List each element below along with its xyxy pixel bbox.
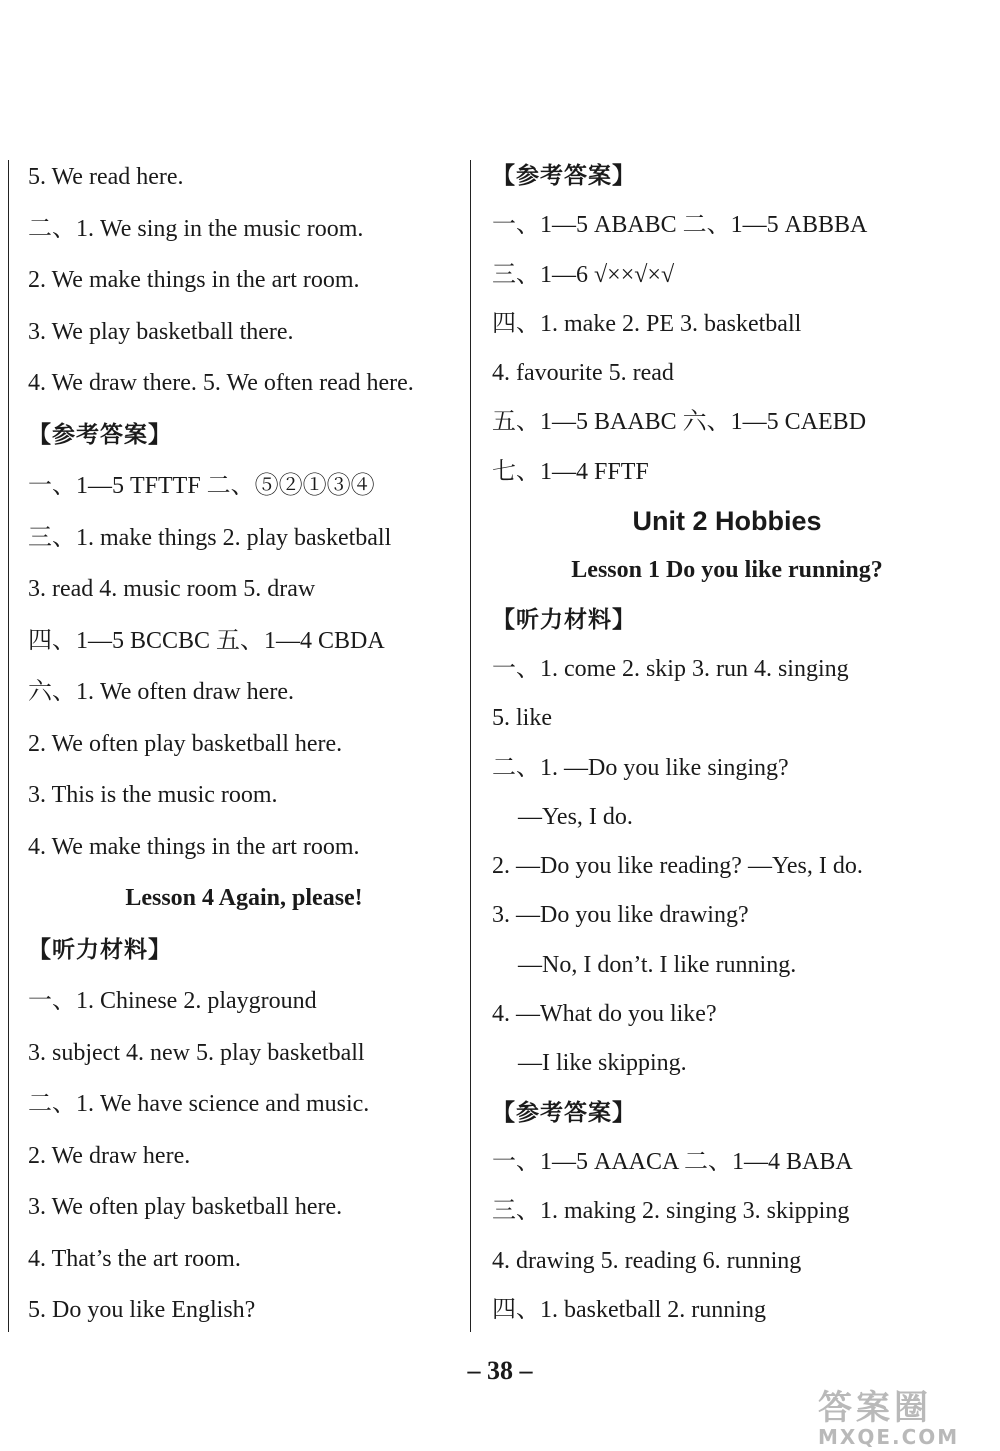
answer-line: 3. We often play basketball here. [28, 1194, 343, 1220]
answer-line: 4. That’s the art room. [28, 1245, 241, 1272]
answer-line: 2. We draw here. [28, 1142, 191, 1169]
answer-line: 2. We make things in the art room. [28, 267, 360, 293]
answer-line: —I like skipping. [518, 1050, 687, 1077]
answer-line: 4. drawing 5. reading 6. running [492, 1247, 802, 1274]
answer-line: 一、1. Chinese 2. playground [28, 988, 317, 1014]
watermark-logo [818, 1390, 988, 1448]
answer-line: 二、1. —Do you like singing? [492, 754, 789, 781]
answer-line: 3. This is the music room. [28, 782, 278, 808]
section-heading: 【听力材料】 [28, 936, 172, 963]
answer-line: 七、1—4 FFTF [492, 458, 649, 485]
answer-line: 2. —Do you like reading? —Yes, I do. [492, 853, 863, 880]
answer-line: 一、1—5 ABABC 二、1—5 ABBBA [492, 212, 868, 239]
lesson-title: Lesson 4 Again, please! [125, 885, 363, 911]
section-heading: 【参考答案】 [492, 1099, 636, 1126]
section-heading: 【参考答案】 [492, 163, 636, 189]
lesson-title: Lesson 1 Do you like running? [571, 557, 883, 584]
right-column [492, 152, 962, 1335]
answer-line: 5. We read here. [28, 164, 184, 190]
answer-line: 3. —Do you like drawing? [492, 902, 749, 929]
answer-line: 二、1. We sing in the music room. [28, 215, 364, 242]
answer-line: 四、1. make 2. PE 3. basketball [492, 310, 802, 337]
answer-line: 3. subject 4. new 5. play basketball [28, 1039, 365, 1066]
answer-line: 四、1. basketball 2. running [492, 1296, 766, 1323]
left-margin-rule [8, 160, 9, 1332]
answer-line: 一、1—5 AAACA 二、1—4 BABA [492, 1148, 853, 1175]
column-divider [470, 160, 471, 1332]
answer-line: 三、1. making 2. singing 3. skipping [492, 1198, 850, 1225]
page-number: – 38 – [467, 1356, 533, 1385]
left-column [28, 152, 460, 1337]
section-heading: 【参考答案】 [28, 421, 172, 448]
answer-line: 4. We draw there. 5. We often read here. [28, 370, 414, 396]
answer-line: 5. Do you like English? [28, 1297, 256, 1323]
answer-line: 二、1. We have science and music. [28, 1091, 370, 1117]
watermark-cn: 答案圈 [818, 1388, 932, 1428]
unit-title: Unit 2 Hobbies [632, 506, 822, 537]
answer-line: 4. —What do you like? [492, 1001, 717, 1028]
answer-line: 四、1—5 BCCBC 五、1—4 CBDA [28, 627, 385, 654]
section-heading: 【听力材料】 [492, 606, 636, 633]
answer-line: 六、1. We often draw here. [28, 679, 294, 705]
answer-line: 一、1—5 TFTTF 二、⑤②①③④ [28, 473, 375, 499]
watermark-en: MXQE.COM [818, 1425, 960, 1449]
answer-line: 2. We often play basketball here. [28, 730, 343, 757]
answer-line: 5. like [492, 705, 552, 732]
answer-line: 4. We make things in the art room. [28, 833, 360, 860]
answer-line: 3. We play basketball there. [28, 318, 294, 345]
answer-line: 三、1—6 √××√×√ [492, 261, 675, 288]
answer-line: 3. read 4. music room 5. draw [28, 576, 316, 602]
answer-line: 4. favourite 5. read [492, 360, 674, 387]
answer-line: 三、1. make things 2. play basketball [28, 524, 392, 551]
answer-line: 五、1—5 BAABC 六、1—5 CAEBD [492, 409, 867, 436]
answer-line: —Yes, I do. [518, 803, 633, 830]
answer-line: 一、1. come 2. skip 3. run 4. singing [492, 655, 849, 682]
answer-line: —No, I don’t. I like running. [518, 951, 797, 978]
